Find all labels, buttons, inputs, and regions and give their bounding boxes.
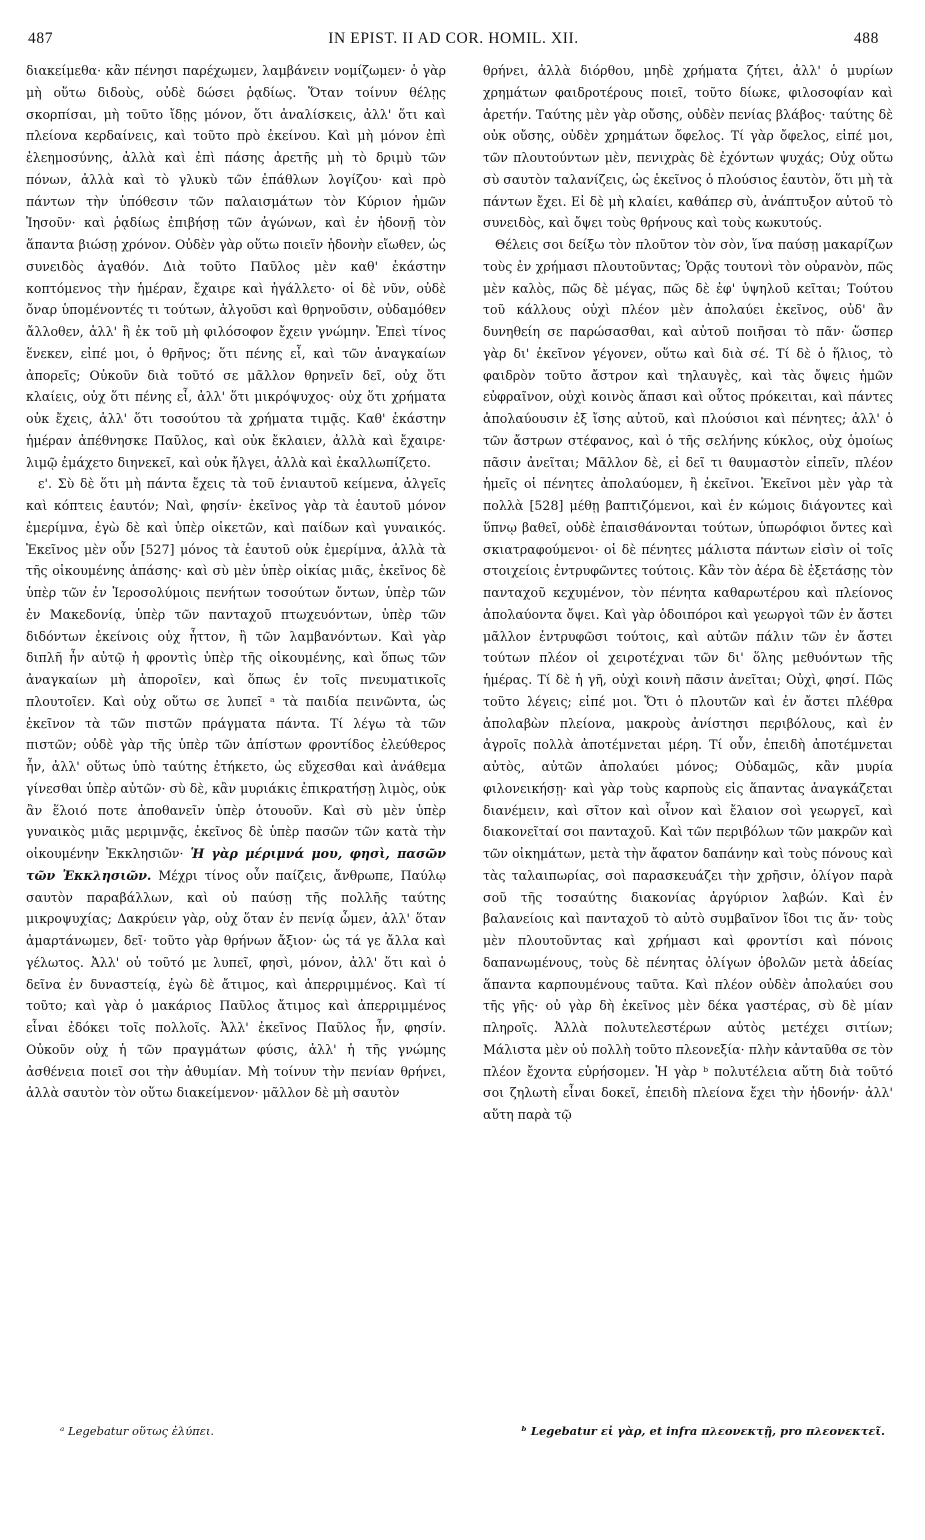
left-column: [26, 60, 446, 1126]
right-page-number: 488: [853, 30, 879, 47]
left-paragraph-2-text: ε'. Σὺ δὲ ὅτι μὴ πάντα ἔχεις τὰ τοῦ ἐνιαυτοῦ κείμενα, ἀλγεῖς καὶ κόπτεις ἑαυτόν; Ναὶ, φησίν· ἐκεῖνος γὰρ τὰ ἑαυτοῦ μόνον ἐμερίμνα, ἐγὼ δὲ καὶ ὑπὲρ οἰκετῶν, καὶ παίδων καὶ γυναικός. Ἐκεῖνος μὲν οὖν [527] μόνος τὰ ἑαυτοῦ οὐκ ἐμερίμνα, ἀλλὰ τὰ τῆς οἰκουμένης ἁπάσης· καὶ σὺ μὲν ὑπὲρ οἰκίας μιᾶς, ἐκεῖνος δὲ ὑπὲρ τῶν ἐν Ἱεροσολύμοις πενήτων τοσούτων ὄντων, ὑπὲρ τῶν ἐν Μακεδονίᾳ, ὑπὲρ τῶν πανταχοῦ πτωχευόντων, ὑπὲρ τῶν διδόντων ἐκείνοις οὐχ ἧττον, ἢ τῶν λαμβανόντων. Καὶ γὰρ διπλῆ ἦν αὐτῷ ἡ φροντὶς ὑπὲρ τῆς οἰκουμένης, καὶ ὅπως τῶν ἀναγκαίων μὴ ἀποροῖεν, καὶ ὅπως ἐν τοῖς πνευματικοῖς πλουτοῖεν. Καὶ οὐχ οὕτω σε λυπεῖ ᵃ τὰ παιδία πεινῶντα, ὡς ἐκεῖνον τὰ τῶν πιστῶν πράγματα πάντα. Τί λέγω τὰ τῶν πιστῶν; οὐδὲ γὰρ τῆς ὑπὲρ τῶν ἀπίστων φροντίδος ἐλεύθερος ἦν, ἀλλ' οὕτως ὑπὸ ταύτης ἐτήκετο, ὡς εὔχεσθαι καὶ ἀνάθεμα γίνεσθαι ὑπὲρ αὐτῶν· σὺ δὲ, κἂν μυριάκις ἐπικρατήσῃ λιμὸς, οὐκ ἂν ἕλοιό ποτε ἀποθανεῖν ὑπὲρ ὁτουοῦν. Καὶ σὺ μὲν ὑπὲρ γυναικὸς μιᾶς μεριμνᾷς, ἐκεῖνος δὲ ὑπὲρ πασῶν τῶν κατὰ τὴν οἰκουμένην Ἐκκλησιῶν·: [26, 476, 446, 861]
right-paragraph-2: Θέλεις σοι δείξω τὸν πλοῦτον τὸν σὸν, ἵνα παύσῃ μακαρίζων τοὺς ἐν χρήμασι πλουτοῦντας; Ὁρᾷς τουτονὶ τὸν οὐρανὸν, πῶς μὲν καλὸς, πῶς δὲ μέγας, πῶς δὲ ἐφ' ὑψηλοῦ κεῖται; Τούτου τοῦ κάλλους οὐχὶ πλέον μὲν ἀπολαύει ἐκεῖνος, οὐδ' ἂν δυνηθείη σε παρώσασθαι, καὶ αὐτοῦ ποιῆσαι τὸ πᾶν· ὥσπερ γὰρ δι' ἐκεῖνον γέγονεν, οὕτω καὶ διὰ σέ. Τί δὲ ὁ ἥλιος, τὸ φαιδρὸν τοῦτο ἄστρον καὶ τηλαυγὲς, καὶ τὰς ὄψεις ἡμῶν εὐφραῖνον, οὐχὶ κοινὸς ἅπασι καὶ οὗτος πρόκειται, καὶ πάντες ἀπολαύουσιν ἐξ ἴσης αὐτοῦ, καὶ πλούσιοι καὶ πένητες; ἀλλ' ὁ τῶν ἄστρων στέφανος, καὶ ὁ τῆς σελήνης κύκλος, οὐχ ὁμοίως πᾶσιν ἀνεῖται; Μᾶλλον δὲ, εἰ δεῖ τι θαυμαστὸν εἰπεῖν, πλέον ἡμεῖς οἱ πένητες ἀπολαύομεν, ἢ ἐκεῖνοι. Ἐκεῖνοι μὲν γὰρ τὰ πολλὰ [528] μέθῃ βαπτιζόμενοι, καὶ ἐν κώμοις διάγοντες καὶ ὕπνῳ βαθεῖ, οὐδὲ ἐπαισθάνονται τούτων, ὑπωρόφιοι ὄντες καὶ σκιατραφούμενοι· οἱ δὲ πένητες μάλιστα πάντων εἰσὶν οἱ τοῖς στοιχείοις ἐντρυφῶντες τούτοις. Κἂν τὸν ἀέρα δὲ ἐξετάσῃς τὸν πανταχοῦ κεχυμένον, τὸν πένητα καθαρωτέρου καὶ πλείονος ἀπολαύοντα ὄψει. Καὶ γὰρ ὁδοιπόροι καὶ γεωργοὶ τῶν ἐν ἄστει μᾶλλον ἐντρυφῶσι τούτοις, καὶ αὐτῶν πάλιν τῶν ἐν ἄστει τούτων πλέον οἱ χειροτέχναι τῶν δι' ὅλης μεθυόντων τῆς ἡμέρας. Τί δὲ ἡ γῆ, οὐχὶ κοινὴ πᾶσιν ἀνεῖται; Οὐχὶ, φησί. Πῶς τοῦτο λέγεις; εἰπέ μοι. Ὅτι ὁ πλουτῶν καὶ ἐν ἄστει πλέθρα ἀπολαβὼν πλείονα, μακροὺς ἀνίστησι περιβόλους, καὶ ἐν ἀγροῖς πολλὰ ἀποτέμνεται μέρη. Τί οὖν, ἐπειδὴ ἀποτέμνεται αὐτὸς, αὐτῶν ἀπολαύει μόνος; Οὐδαμῶς, κἂν μυρία φιλονεικήσῃ· καὶ γὰρ τοὺς καρποὺς εἰς ἅπαντας ἀναγκάζεται διανέμειν, καὶ σῖτον καὶ οἶνον καὶ ἔλαιον σοὶ γεωργεῖ, καὶ διακονεῖταί σοι πανταχοῦ. Καὶ τῶν περιβόλων τῶν μακρῶν καὶ τῶν οἰκημάτων, μετὰ τὴν ἄφατον δαπάνην καὶ τοὺς πόνους καὶ τὰς ταλαιπωρίας, σοὶ παρασκευάζει τὴν χρῆσιν, ὀλίγον παρὰ σοῦ τῆς τοσαύτης διακονίας ἀργύριον λαβών. Καὶ ἐν βαλανείοις καὶ πανταχοῦ τὸ αὐτὸ συμβαῖνον ἴδοι τις ἄν· τοὺς μὲν πλουτοῦντας καὶ χρήμασι καὶ φροντίσι καὶ πόνοις δαπανωμένους, τοὺς δὲ πένητας ὀλίγων ὀβολῶν μετὰ ἀδείας ἅπαντα καρπουμένους ταῦτα. Καὶ πλέον οὐδὲν ἀπολαύει σου τῆς γῆς· οὐ γὰρ δὴ ἐκεῖνος μὲν δέκα γαστέρας, σὺ δὲ μίαν πληροῖς. Ἀλλὰ πολυτελεστέρων αὐτὸς μετέχει σιτίων; Μάλιστα μὲν οὐ πολλὴ τοῦτο πλεονεξία· πλὴν κἀνταῦθα σε τὸν πλέον ἔχοντα εὑρήσομεν. Ἡ γὰρ ᵇ πολυτέλεια αὕτη διὰ τοῦτό σοι ζηλωτὴ εἶναι δοκεῖ, ἐπειδὴ πλείονα ἔχει τὴν ἡδονήν· ἀλλ' αὕτη παρὰ τῷ: [483, 237, 893, 1122]
left-paragraph-2-tail: Μέχρι τίνος οὖν παίζεις, ἄνθρωπε, Παύλῳ σαυτὸν παραβάλλων, καὶ οὐ παύσῃ τῆς πολλῆς ταύτης μικροψυχίας; Δακρύειν γὰρ, οὐχ ὅταν ἐν πενίᾳ ὦμεν, ἀλλ' ὅταν ἁμαρτάνωμεν, δεῖ· τοῦτο γὰρ θρήνων ἄξιον· ὡς τά γε ἄλλα καὶ γέλωτος. Ἀλλ' οὐ τοῦτό με λυπεῖ, φησὶ, μόνον, ἀλλ' ὅτι καὶ ὁ δεῖνα ἐν δυναστείᾳ, ἐγὼ δὲ ἄτιμος, καὶ ἀπερριμμένος. Καὶ τί τοῦτο; καὶ γὰρ ὁ μακάριος Παῦλος ἄτιμος καὶ ἀπερριμμένος εἶναι ἐδόκει τοῖς πολλοῖς. Ἀλλ' ἐκεῖνος Παῦλος ἦν, φησίν. Οὐκοῦν οὐχ ἡ τῶν πραγμάτων φύσις, ἀλλ' ἡ τῆς γνώμης ἀσθένεια ποιεῖ σοι τὴν ἀθυμίαν. Μὴ τοίνυν τὴν πενίαν θρήνει, ἀλλὰ σαυτὸν τὸν οὕτω διακείμενον· μᾶλλον δὲ μὴ σαυτὸν: [26, 867, 446, 1101]
left-paragraph-2: [26, 473, 446, 1104]
scripture-quote: Ἡ γὰρ μέριμνά μου, φησὶ, πασῶν τῶν Ἐκκλησιῶν.: [26, 846, 446, 883]
footnote-b: ᵇ Legebatur εἰ γὰρ, et infra πλεονεκτῇ, pro πλεονεκτεῖ.: [521, 1424, 885, 1438]
running-header: [26, 30, 901, 54]
footnotes: [60, 1424, 891, 1438]
running-title: IN EPIST. II AD COR. HOMIL. XII.: [328, 30, 579, 47]
left-page-number: 487: [28, 30, 54, 47]
footnote-a: ᵃ Legebatur οὕτως ἐλύπει.: [60, 1424, 215, 1438]
right-column: [483, 60, 893, 1126]
left-paragraph-1: διακείμεθα· κἂν πένησι παρέχωμεν, λαμβάνειν νομίζωμεν· ὁ γὰρ μὴ οὕτω διδοὺς, οὐδὲ δώσει ῥᾳδίως. Ὅταν τοίνυν θέλῃς σκορπίσαι, μὴ τοῦτο ἴδῃς μόνον, ὅτι ἀναλίσκεις, ἀλλ' ὅτι καὶ πλείονα κερδαίνεις, καὶ τοῦτο πρὸ ἐκείνου. Καὶ μὴ μόνον ἐπὶ ἐλεημοσύνης, ἀλλὰ καὶ ἐπὶ πάσης ἀρετῆς μὴ τὸ δριμὺ τῶν πόνων, ἀλλὰ καὶ τὸ γλυκὺ τῶν ἐπάθλων λογίζου· καὶ πρὸ πάντων τὴν ὑπόθεσιν τῶν παλαισμάτων τὸν Κύριον ἡμῶν Ἰησοῦν· καὶ ῥᾳδίως ἐπιβήσῃ τῶν ἀγώνων, καὶ ἐν ἡδονῇ τὸν ἅπαντα βιώσῃ χρόνον. Οὐδὲν γὰρ οὕτω ποιεῖν ἡδονὴν εἴωθεν, ὡς συνειδὸς ἀγαθόν. Διὰ τοῦτο Παῦλος μὲν καθ' ἑκάστην κοπτόμενος τὴν ἡμέραν, ἔχαιρε καὶ ἠγάλλετο· οἱ δὲ νῦν, οὐδὲ ὄναρ ὑπομένοντές τι τούτων, ἀλγοῦσι καὶ θρηνοῦσιν, οὐδαμόθεν ἄλλοθεν, ἀλλ' ἢ ἐκ τοῦ μὴ φιλόσοφον ἔχειν γνώμην. Ἐπεὶ τίνος ἕνεκεν, εἰπέ μοι, ὁ θρῆνος; ὅτι πένης εἶ, καὶ τῶν ἀναγκαίων ἀπορεῖς; Οὐκοῦν διὰ τοῦτό σε μᾶλλον θρηνεῖν δεῖ, οὐχ ὅτι κλαίεις, οὐχ ὅτι πένης εἶ, ἀλλ' ὅτι μικρόψυχος· οὐχ ὅτι χρήματα οὐκ ἔχεις, ἀλλ' ὅτι τοσούτου τὰ χρήματα τιμᾷς. Καθ' ἑκάστην ἡμέραν ἀπέθνησκε Παῦλος, καὶ οὐκ ἔκλαιεν, ἀλλὰ καὶ ἔχαιρε· λιμῷ ἐμάχετο διηνεκεῖ, καὶ οὐκ ἤλγει, ἀλλὰ καὶ ἐκαλλωπίζετο.: [26, 63, 446, 470]
text-columns: [26, 60, 901, 1126]
right-paragraph-1: θρήνει, ἀλλὰ διόρθου, μηδὲ χρήματα ζήτει, ἀλλ' ὁ μυρίων χρημάτων φαιδροτέρους ποιεῖ, τοῦτο δίωκε, φιλοσοφίαν καὶ ἀρετήν. Ταύτης μὲν γὰρ οὔσης, οὐδὲν πενίας βλάβος· ταύτης δὲ οὐκ οὔσης, οὐδὲν χρημάτων ὄφελος. Τί γὰρ ὄφελος, εἰπέ μοι, τῶν πλουτούντων μὲν, πενιχρὰς δὲ ἐχόντων ψυχάς; Οὐχ οὕτω σὺ σαυτὸν ταλανίζεις, ὡς ἐκεῖνος ὁ πλούσιος ἑαυτὸν, ὅτι μὴ τὰ πάντων ἔχει. Εἰ δὲ μὴ κλαίει, καθάπερ σὺ, ἀνάπτυξον αὐτοῦ τὸ συνειδὸς, καὶ ὄψει τοὺς θρήνους καὶ τοὺς κωκυτούς.: [483, 63, 893, 231]
